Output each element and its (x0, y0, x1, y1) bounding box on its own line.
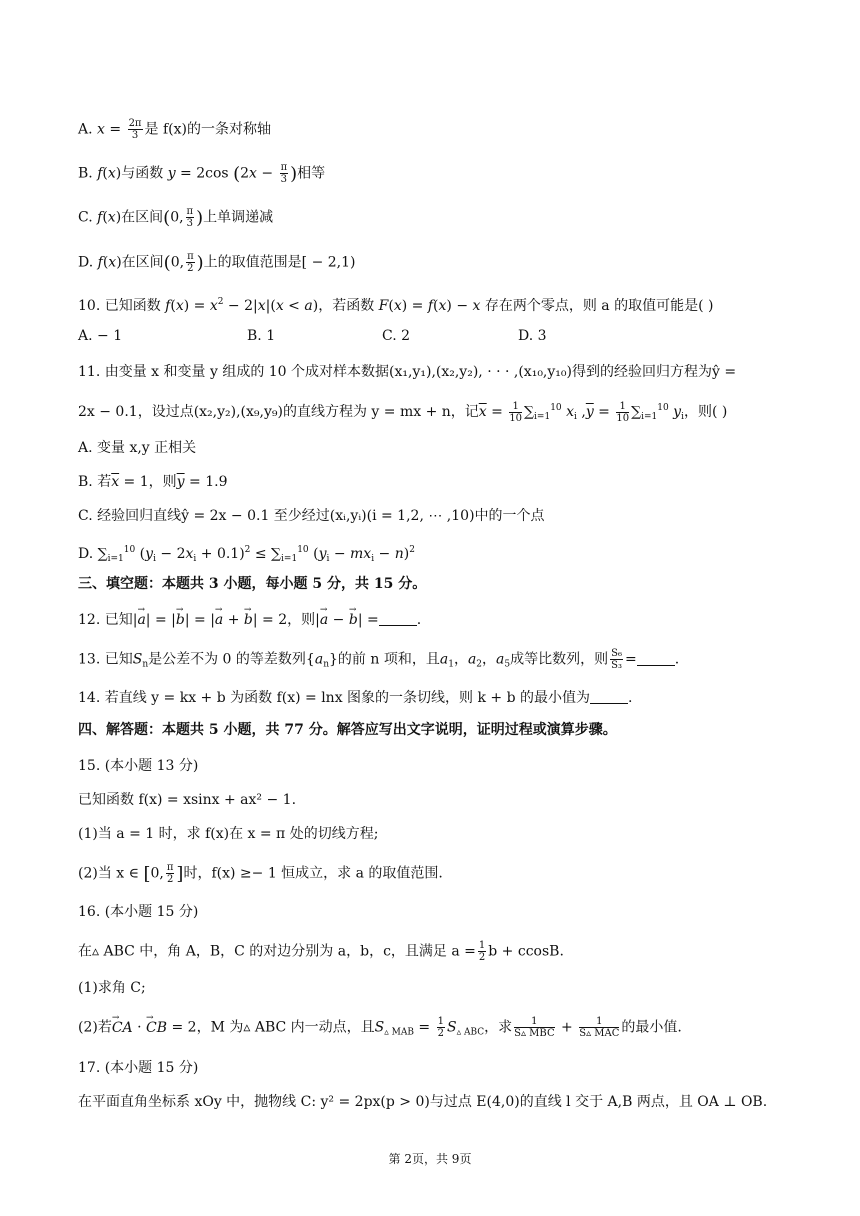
q16-part1: (1)求角 C; (78, 980, 146, 996)
q11-option-a: A. 变量 x,y 正相关 (78, 440, 197, 456)
q10-options (78, 326, 778, 346)
q15-heading: 15. (本小题 13 分) (78, 758, 199, 774)
q9-option-d: D. f(x)在区间(0, $\frac{\pi}{2}$ )上的取值范围是[ − 2,1) (78, 251, 356, 274)
q10-option-c: C. 2 (382, 328, 411, 344)
q10-option-d: D. 3 (518, 328, 547, 344)
q15-part1: (1)当 a = 1 时，求 f(x)在 x = π 处的切线方程; (78, 826, 379, 842)
q11-option-b: B. 若$\overline{x} = 1$，则$\overline{y} = 1.9$ (78, 474, 228, 490)
q16-stem: 在▵ ABC 中，角 A，B，C 的对边分别为 a，b，c，且满足 a = $\frac{1}{2}$ b + ccosB. (78, 940, 564, 963)
q15-stem: 已知函数 f(x) = xsinx + ax² − 1. (78, 792, 297, 808)
q11-stem-line1: 11. 由变量 x 和变量 y 组成的 10 个成对样本数据(x₁,y₁),(x₂,y₂), · · · ,(x₁₀,y₁₀)得到的经验回归方程为ŷ = (78, 364, 737, 380)
q14-answer-blank[interactable] (590, 689, 628, 704)
q17-heading: 17. (本小题 15 分) (78, 1060, 199, 1076)
q11-stem-line2: 2x − 0.1，设过点(x₂,y₂),(x₉,y₉)的直线方程为 y = mx + n，记$\overline{x}$ = $\frac{1}{10}$ $\sum_{i=1}^{10}$ $x_i$ $,\overline{y}$ = $\frac{1}{10}$ $\sum_{i=1}^{10}$ $y_i$，则( ) (78, 400, 728, 424)
section-4-heading: 四、解答题：本题共 5 小题，共 77 分。解答应写出文字说明，证明过程或演算步骤。 (78, 722, 617, 738)
q10-stem: 10. 已知函数 $f(x) = x^2 - 2|x|(x < a)$，若函数 F(x) = f(x) − x 存在两个零点，则 a 的取值可能是( ) (78, 297, 714, 314)
q13-answer-blank[interactable] (637, 651, 675, 666)
q16-part2: (2)若→ CA · → CB = 2，M 为▵ ABC 内一动点，且$S_{▵ MAB}$ = $\frac{1}{2}$ $S_{▵ ABC}$，求 $\frac{1}{\text{S▵ MBC}}$ + $\frac{1}{\text{S▵ MAC}}$ 的最小值. (78, 1016, 682, 1043)
page-footer: 第 2页，共 9页 (388, 1152, 472, 1166)
q10-option-a: A. − 1 (78, 328, 123, 344)
q9-option-c: C. f(x)在区间(0, $\frac{\pi}{3}$ )上单调递减 (78, 206, 274, 229)
q12: 12. 已知|→ a| = |→ b| = |→ a + → b| = 2，则|→ a − → b| = . (78, 610, 421, 630)
q10-option-b: B. 1 (247, 328, 276, 344)
q14: 14. 若直线 y = kx + b 为函数 f(x) = lnx 图象的一条切线，则 k + b 的最小值为 . (78, 690, 633, 706)
q11-option-d: D. $\sum_{i=1}^{10}$ $(y_i - 2x_i + 0.1)^2 \le \sum_{i=1}^{10}$ $(y_i - mx_i - n)^2$ (78, 545, 415, 564)
q12-answer-blank[interactable] (379, 611, 417, 626)
q15-part2: (2)当 x ∈ [0, $\frac{\pi}{2}$ ]时，f(x) ≥− 1 恒成立，求 a 的取值范围. (78, 862, 443, 885)
section-3-heading: 三、填空题：本题共 3 小题，每小题 5 分，共 15 分。 (78, 576, 427, 592)
q16-heading: 16. (本小题 15 分) (78, 904, 199, 920)
q9-option-a: A. x = $\frac{2\pi}{3}$ 是 f(x)的一条对称轴 (78, 118, 271, 141)
q11-option-c: C. 经验回归直线ŷ = 2x − 0.1 至少经过(xᵢ,yᵢ)(i = 1,2, ⋯ ,10)中的一个点 (78, 508, 545, 524)
q9-option-b: B. f(x)与函数 y = 2cos (2x − $\frac{\pi}{3}$ )相等 (78, 162, 326, 185)
q17-stem: 在平面直角坐标系 xOy 中，抛物线 C: y² = 2px(p > 0)与过点 E(4,0)的直线 l 交于 A,B 两点，且 OA ⊥ OB. (78, 1094, 768, 1110)
q13: 13. 已知$S_n$是公差不为 0 的等差数列$\{a_n\}$的前 n 项和，且$a_1$，$a_2$，$a_5$成等比数列，则 $\frac{\text{S₆}}{\text{S₃}}$ = . (78, 648, 680, 671)
